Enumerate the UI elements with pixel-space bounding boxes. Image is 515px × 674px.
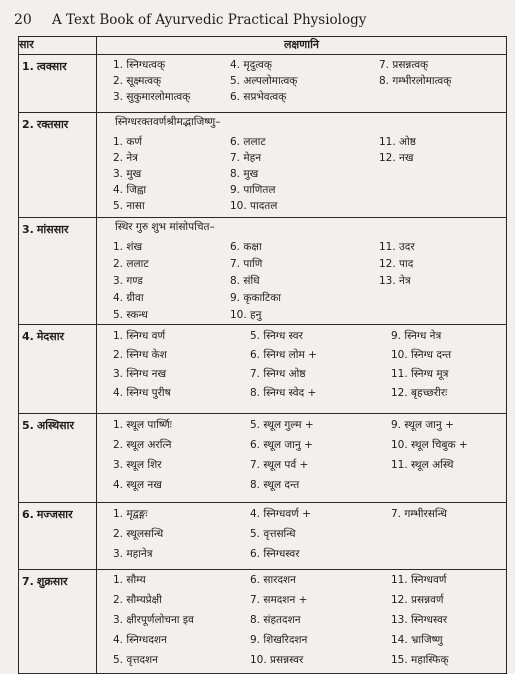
lakshana-item: 2. नेत्र: [113, 152, 138, 164]
sara-name-cell: [19, 414, 97, 503]
lakshana-item: 1. स्निग्धत्वक्: [113, 59, 166, 71]
lakshana-item: 9. शिखरिदशन: [250, 634, 308, 646]
lakshana-item: 1. स्निग्ध वर्ण: [113, 330, 166, 342]
lakshana-item: 2. सौम्यप्रेक्षी: [113, 594, 162, 606]
lakshana-item: 4. स्निग्धदशन: [113, 634, 167, 646]
lakshana-item: 9. कृकाटिका: [230, 292, 281, 304]
row-number: 3.: [22, 223, 34, 236]
lakshana-item: 12. नख: [379, 152, 414, 164]
sara-name-cell: [19, 570, 97, 674]
row-number: 7.: [22, 575, 34, 588]
sara-name: रक्तसार: [36, 118, 69, 131]
lakshana-item: 7. मेहन: [230, 152, 262, 164]
row-number: 4.: [22, 330, 34, 343]
lakshana-item: 4. स्निग्धवर्ण +: [250, 508, 311, 520]
lakshana-item: 10. प्रसन्नस्वर: [250, 654, 304, 666]
lakshana-item: 6. स्निग्धस्वर: [250, 548, 300, 560]
lakshana-item: 2. ललाट: [113, 258, 149, 270]
sara-name-cell: [19, 55, 97, 113]
sara-name-cell: [19, 113, 97, 218]
sara-name: अस्थिसार: [36, 419, 74, 432]
lakshana-item: 2. स्थूलसन्धि: [113, 528, 164, 540]
lakshana-item: 5. वृत्तसन्धि: [250, 528, 296, 540]
lakshana-item: 15. महास्फिक्: [391, 654, 449, 666]
lakshana-item: 7. स्निग्ध ओष्ठ: [250, 368, 306, 380]
lakshana-item: 13. स्निग्धस्वर: [391, 614, 448, 626]
lakshana-item: 3. गण्ड: [113, 275, 143, 287]
table-header-row: [19, 37, 507, 55]
lakshana-item: 7. पाणि: [230, 258, 263, 270]
page-header: [14, 12, 505, 32]
lakshana-item: 3. मुख: [113, 168, 142, 180]
sara-name: त्वक्सार: [36, 60, 67, 73]
page-number: 20: [14, 12, 32, 28]
lakshana-item: 3. सुकुमारलोमात्वक्: [113, 91, 191, 103]
lakshana-item: 6. स्थूल जानु +: [250, 439, 313, 451]
lakshana-cell: [97, 325, 507, 414]
sara-name-cell: [19, 503, 97, 570]
table-row: [19, 503, 507, 570]
lakshana-item: 11. स्निग्धवर्ण: [391, 574, 447, 586]
lakshana-item: 7. समदशन +: [250, 594, 308, 606]
sara-name: मेदसार: [36, 330, 65, 343]
lakshana-item: 7. गम्भीरसन्धि: [391, 508, 447, 520]
lakshana-item: 8. स्निग्ध स्वेद +: [250, 387, 317, 399]
row-number: 2.: [22, 118, 34, 131]
lakshana-item: 4. ग्रीवा: [113, 292, 144, 304]
sara-name: मांससार: [36, 223, 69, 236]
lakshana-item: 2. स्थूल अरत्नि: [113, 439, 172, 451]
lakshana-item: 2. स्निग्ध केश: [113, 349, 167, 361]
lakshana-cell: [97, 414, 507, 503]
lakshana-item: 11. स्निग्ध मूत्र: [391, 368, 449, 380]
lakshana-item: 6. ललाट: [230, 136, 266, 148]
table-row: [19, 55, 507, 113]
lakshana-item: 4. स्थूल नख: [113, 479, 162, 491]
row-number: 6.: [22, 508, 34, 521]
lakshana-intro: स्निग्धरक्तवर्णश्रीमद्भाजिष्णु–: [115, 116, 221, 128]
lakshana-item: 4. मृदुत्वक्: [230, 59, 272, 71]
lakshana-item: 1. कर्ण: [113, 136, 143, 148]
lakshana-item: 10. स्थूल चिबुक +: [391, 439, 468, 451]
lakshana-item: 1. स्थूल पार्ष्णिः: [113, 419, 172, 431]
column-header-sara: सार: [19, 37, 97, 55]
lakshana-item: 8. स्थूल दन्त: [250, 479, 300, 491]
lakshana-cell: [97, 113, 507, 218]
sara-name-cell: [19, 218, 97, 325]
lakshana-item: 11. स्थूल अस्थि: [391, 459, 454, 471]
table-row: [19, 325, 507, 414]
sara-name: मज्जसार: [36, 508, 73, 521]
lakshana-item: 3. क्षीरपूर्णलोचना इव: [113, 614, 194, 626]
table-body: [19, 55, 507, 674]
lakshana-item: 9. स्थूल जानु +: [391, 419, 454, 431]
lakshana-item: 11. ओष्ठ: [379, 136, 416, 148]
lakshana-item: 8. संधि: [230, 275, 260, 287]
lakshana-item: 7. प्रसन्नत्वक्: [379, 59, 429, 71]
sara-name: शुक्रसार: [36, 575, 68, 588]
lakshana-item: 5. स्कन्ध: [113, 309, 148, 321]
lakshana-item: 12. बृहच्छरीरः: [391, 387, 448, 399]
lakshana-item: 5. स्निग्ध स्वर: [250, 330, 303, 342]
lakshana-item: 6. सप्रभेवत्वक्: [230, 91, 287, 103]
lakshana-item: 5. नासा: [113, 200, 145, 212]
table-row: [19, 218, 507, 325]
lakshana-cell: [97, 570, 507, 674]
lakshana-item: 4. जिह्वा: [113, 184, 147, 196]
sara-name-cell: [19, 325, 97, 414]
column-header-lakshanani: लक्षणानि: [97, 37, 507, 55]
lakshana-item: 14. भ्राजिष्णु: [391, 634, 443, 646]
lakshana-item: 6. सारदशन: [250, 574, 297, 586]
lakshana-item: 5. स्थूल गुल्म +: [250, 419, 314, 431]
lakshana-item: 3. स्निग्ध नख: [113, 368, 167, 380]
lakshana-intro: स्थिर गुरु शुभ मांसोपचित–: [115, 221, 215, 233]
lakshana-item: 10. स्निग्ध दन्त: [391, 349, 452, 361]
lakshana-item: 9. पाणितल: [230, 184, 276, 196]
lakshana-cell: [97, 503, 507, 570]
lakshana-item: 6. स्निग्ध लोम +: [250, 349, 317, 361]
lakshana-item: 2. सूक्ष्मत्वक्: [113, 75, 162, 87]
lakshana-item: 3. महानेत्र: [113, 548, 153, 560]
lakshana-item: 8. संहतदशन: [250, 614, 301, 626]
lakshana-item: 4. स्निग्ध पुरीष: [113, 387, 171, 399]
lakshana-item: 5. अल्पलोमात्वक्: [230, 75, 298, 87]
lakshana-cell: [97, 55, 507, 113]
table-row: [19, 113, 507, 218]
table-row: [19, 414, 507, 503]
lakshana-item: 7. स्थूल पर्व +: [250, 459, 309, 471]
lakshana-item: 1. मृद्वङ्गः: [113, 508, 148, 520]
lakshana-item: 13. नेत्र: [379, 275, 411, 287]
lakshana-item: 10. पादतल: [230, 200, 278, 212]
lakshana-item: 6. कक्षा: [230, 241, 262, 253]
lakshana-item: 5. वृत्तदशन: [113, 654, 158, 666]
row-number: 1.: [22, 60, 34, 73]
lakshana-item: 1. सौम्य: [113, 574, 146, 586]
lakshana-item: 10. हनु: [230, 309, 262, 321]
lakshana-item: 3. स्थूल शिर: [113, 459, 162, 471]
lakshana-cell: [97, 218, 507, 325]
lakshana-item: 8. मुख: [230, 168, 259, 180]
sara-table: [18, 36, 507, 674]
lakshana-item: 12. पाद: [379, 258, 414, 270]
table-row: [19, 570, 507, 674]
lakshana-item: 9. स्निग्ध नेत्र: [391, 330, 442, 342]
row-number: 5.: [22, 419, 34, 432]
book-title: A Text Book of Ayurvedic Practical Physiology: [52, 12, 367, 28]
lakshana-item: 8. गम्भीरलोमात्वक्: [379, 75, 452, 87]
lakshana-item: 12. प्रसन्नवर्ण: [391, 594, 444, 606]
lakshana-item: 1. शंख: [113, 241, 143, 253]
lakshana-item: 11. उदर: [379, 241, 415, 253]
